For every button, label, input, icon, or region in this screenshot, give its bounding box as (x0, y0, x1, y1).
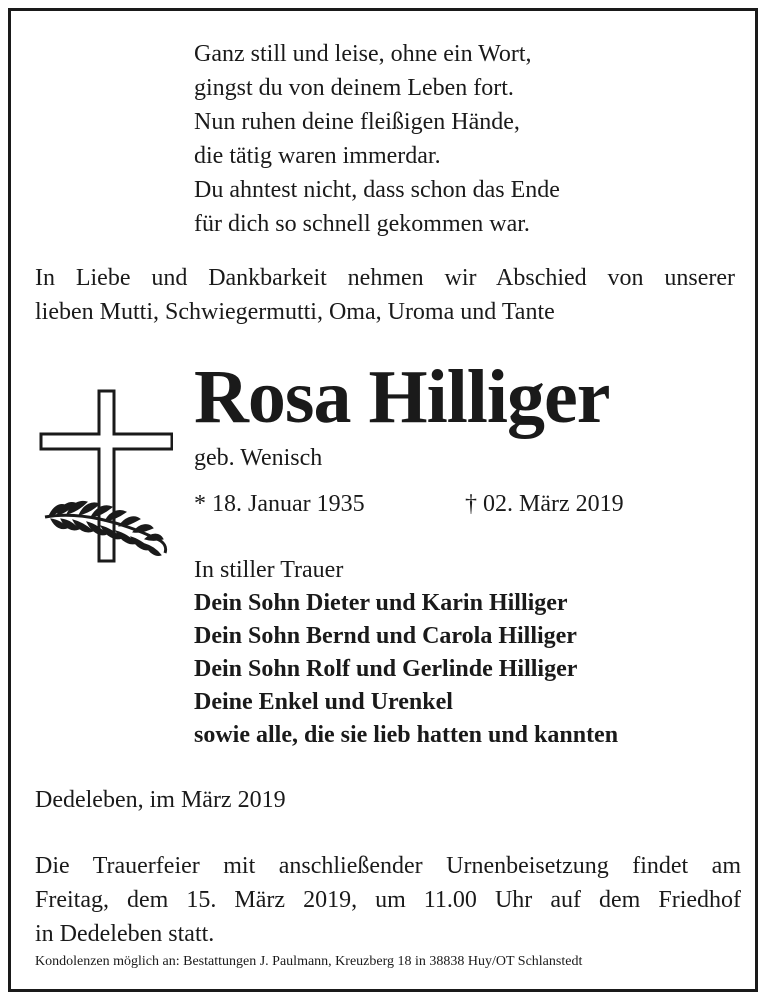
place-and-date: Dedeleben, im März 2019 (35, 787, 286, 813)
mourner-line: Dein Sohn Bernd und Carola Hilliger (194, 623, 577, 649)
farewell-intro (35, 261, 735, 329)
funeral-announcement (35, 849, 741, 951)
deceased-name: Rosa Hilliger (194, 355, 610, 439)
life-dates (194, 489, 624, 519)
birth-date: * 18. Januar 1935 (194, 491, 365, 517)
poem-line: die tätig waren immerdar. (194, 143, 441, 169)
intro-line: In Liebe und Dankbarkeit nehmen wir Abschied von unserer (35, 265, 735, 291)
poem-line: Nun ruhen deine fleißigen Hände, (194, 109, 520, 135)
cross-with-palm-branch-icon (39, 389, 173, 575)
poem-line: Ganz still und leise, ohne ein Wort, (194, 41, 532, 67)
mourner-line: sowie alle, die sie lieb hatten und kannten (194, 722, 619, 748)
funeral-line: Freitag, dem 15. März 2019, um 11.00 Uhr auf dem Friedhof (35, 887, 741, 913)
poem-line: gingst du von deinem Leben fort. (194, 75, 514, 101)
poem-line: für dich so schnell gekommen war. (194, 211, 530, 237)
funeral-line: Die Trauerfeier mit anschließender Urnenbeisetzung findet am (35, 853, 741, 879)
intro-line: lieben Mutti, Schwiegermutti, Oma, Uroma und Tante (35, 299, 555, 325)
condolence-note: Kondolenzen möglich an: Bestattungen J. Paulmann, Kreuzberg 18 in 38838 Huy/OT Schlanstedt (35, 954, 583, 969)
mourner-line: Dein Sohn Dieter und Karin Hilliger (194, 590, 568, 616)
death-date: † 02. März 2019 (465, 491, 624, 517)
mourner-line: Dein Sohn Rolf und Gerlinde Hilliger (194, 656, 578, 682)
poem-line: Du ahntest nicht, dass schon das Ende (194, 177, 560, 203)
obituary-notice (8, 8, 758, 992)
poem (194, 37, 560, 241)
birth-name: geb. Wenisch (194, 445, 323, 471)
mourner-line: Deine Enkel und Urenkel (194, 689, 453, 715)
mourning-heading: In stiller Trauer (194, 557, 344, 583)
mourners (194, 554, 618, 752)
funeral-line: in Dedeleben statt. (35, 921, 215, 947)
